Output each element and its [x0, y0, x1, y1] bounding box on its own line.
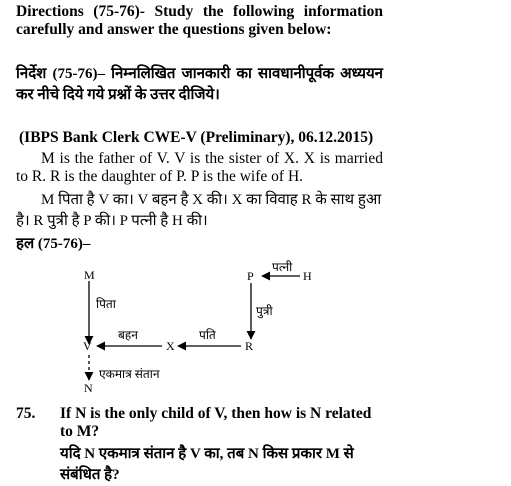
- label-wife: पत्नी: [272, 260, 293, 274]
- question-english: If N is the only child of V, then how is N related to M?: [60, 405, 372, 440]
- node-x: X: [166, 339, 175, 353]
- label-daughter: पुत्री: [256, 304, 273, 318]
- directions-english: Directions (75-76)- Study the following information carefully and answer the questions given below:: [16, 3, 383, 38]
- question-hindi: यदि N एकमात्र संतान है V का, तब N किस प्रकार M से संबंधित है?: [60, 446, 354, 483]
- node-m: M: [84, 268, 95, 282]
- node-v: V: [83, 339, 92, 353]
- label-only-child: एकमात्र संतान: [99, 367, 160, 381]
- question-number: 75.: [16, 405, 36, 422]
- label-sister: बहन: [118, 328, 138, 342]
- exam-source: (IBPS Bank Clerk CWE-V (Preliminary), 06.12.2015): [19, 129, 374, 146]
- node-p: P: [247, 269, 254, 283]
- label-husband: पति: [199, 328, 216, 342]
- passage-english: M is the father of V. V is the sister of X. X is married to R. R is the daughter of P. P is the wife of H.: [16, 150, 383, 185]
- passage-hindi: M पिता है V का। V बहन है X की। X का विवाह R के साथ हुआ है। R पुत्री है P की। P पत्नी है H की।: [16, 192, 382, 229]
- node-r: R: [245, 339, 254, 353]
- label-father: पिता: [96, 297, 116, 311]
- node-h: H: [303, 269, 312, 283]
- solution-heading: हल (75-76)–: [16, 236, 91, 252]
- directions-hindi: निर्देश (75-76)– निम्नलिखित जानकारी का सावधानीपूर्वक अध्ययन कर नीचे दिये गये प्रश्नों के उत्तर दीजिये।: [16, 66, 383, 103]
- node-n: N: [84, 381, 93, 395]
